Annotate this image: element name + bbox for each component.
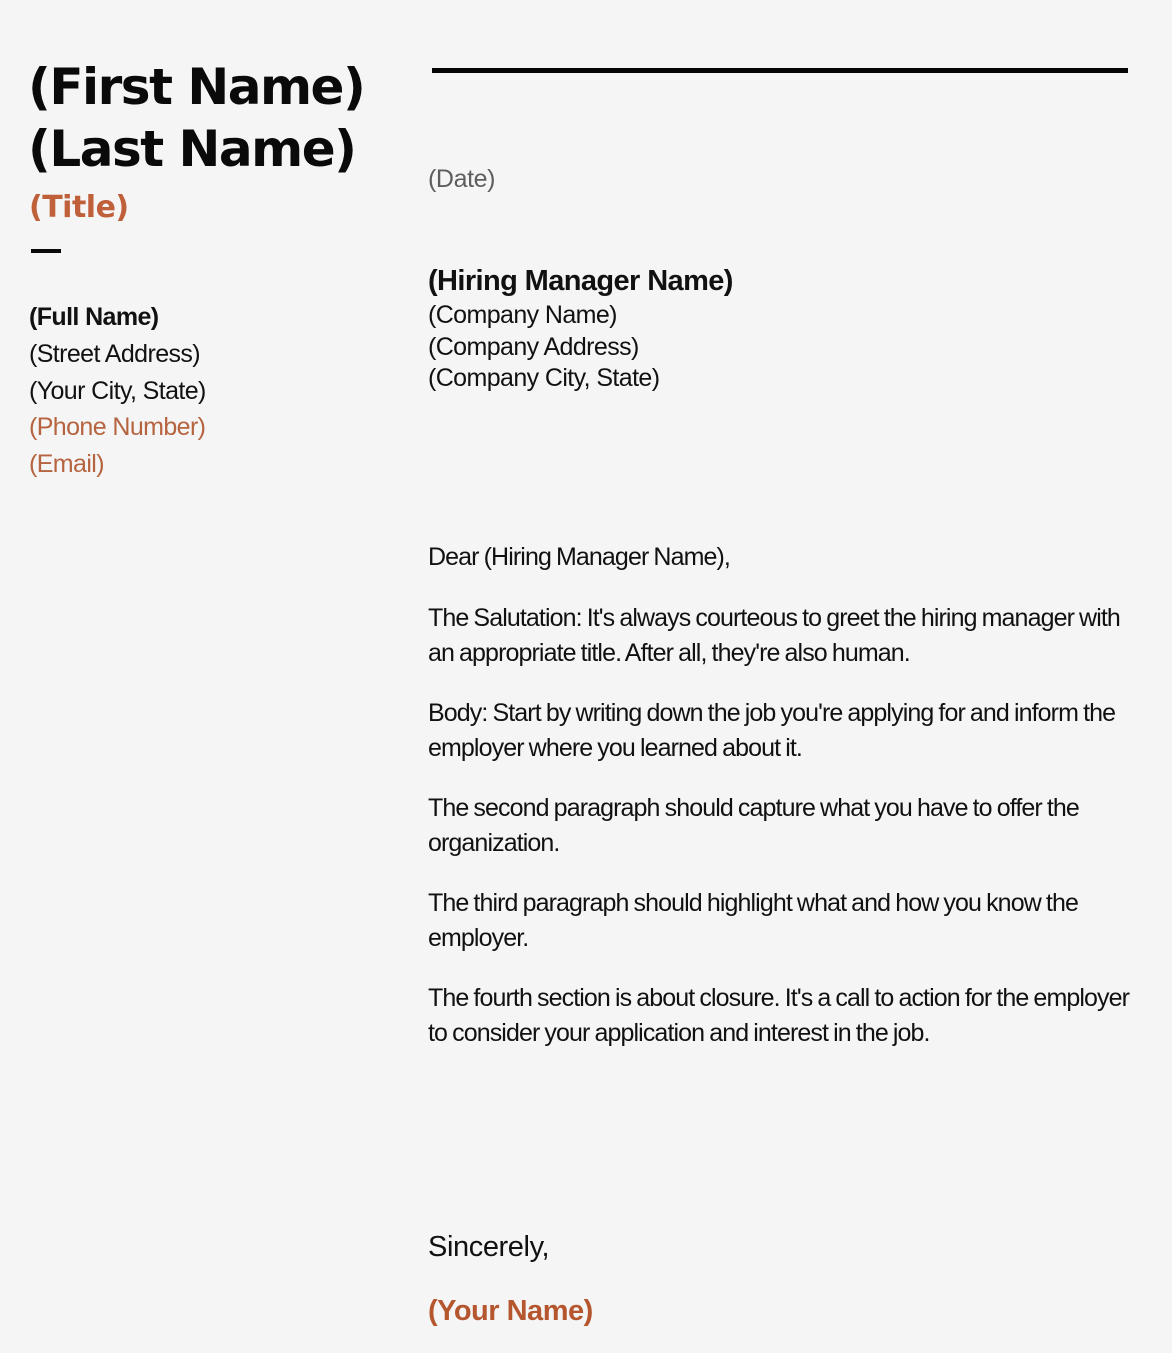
sender-contact-block <box>29 299 206 483</box>
letter-paragraph-third: The third paragraph should highlight what and how you know the employer. <box>428 888 1078 952</box>
letter-paragraph-salutation: The Salutation: It's always courteous to greet the hiring manager with an appropriate title. After all, they're also human. <box>428 603 1120 667</box>
header-rule <box>432 68 1128 73</box>
letter-date: (Date) <box>428 165 496 193</box>
letter-body <box>428 540 1143 1076</box>
recipient-company-address: (Company Address) <box>428 332 639 361</box>
letter-greeting: Dear (Hiring Manager Name), <box>428 543 730 571</box>
sender-street-address: (Street Address) <box>29 339 201 368</box>
letter-paragraph-body: Body: Start by writing down the job you're applying for and inform the employer where you learned about it. <box>428 698 1116 762</box>
recipient-block <box>428 262 733 395</box>
recipient-company-name: (Company Name) <box>428 301 617 329</box>
letter-paragraph-fourth: The fourth section is about closure. It's a call to action for the employer to consider your application and interest in the job. <box>428 983 1130 1047</box>
sender-last-name: (Last Name) <box>28 120 356 178</box>
sender-first-name: (First Name) <box>28 58 365 116</box>
letter-closing: Sincerely, <box>428 1231 550 1263</box>
sender-title: (Title) <box>29 190 129 225</box>
letter-signature: (Your Name) <box>428 1295 593 1327</box>
sender-email: (Email) <box>29 450 104 479</box>
recipient-manager-name: (Hiring Manager Name) <box>428 265 733 297</box>
sender-city-state: (Your City, State) <box>29 376 206 405</box>
sender-full-name: (Full Name) <box>29 303 159 331</box>
letter-paragraph-second: The second paragraph should capture what you have to offer the organization. <box>428 793 1079 857</box>
recipient-company-city-state: (Company City, State) <box>428 364 660 392</box>
title-divider <box>31 249 61 253</box>
sender-phone: (Phone Number) <box>29 413 206 442</box>
